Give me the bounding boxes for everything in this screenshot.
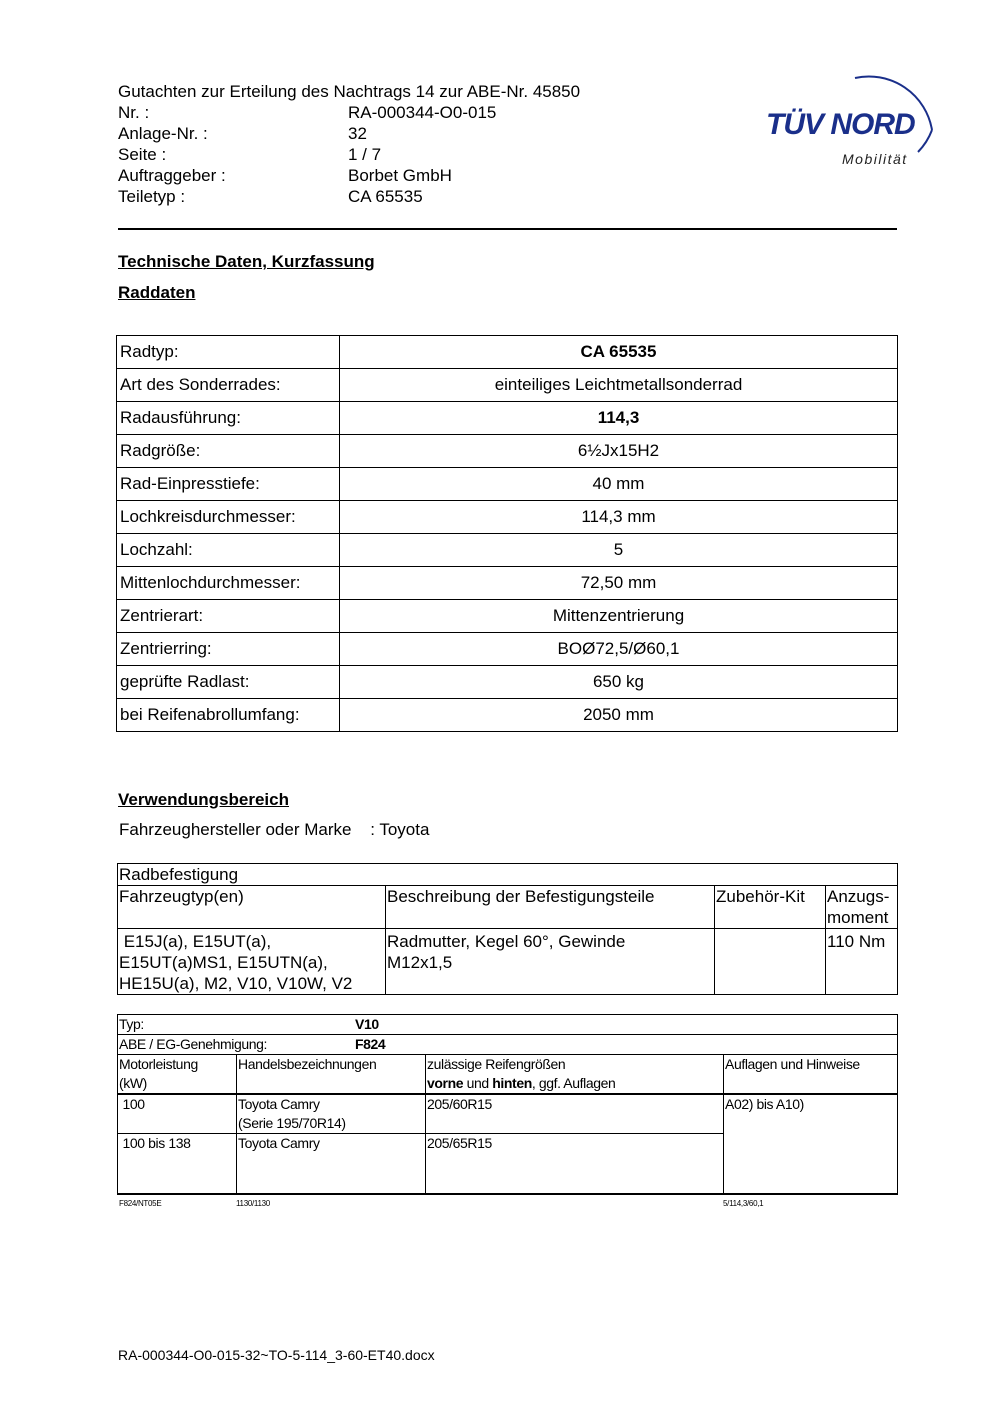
header-trade-names: Handelsbezeichnungen <box>237 1055 426 1095</box>
section-title-technical: Technische Daten, Kurzfassung <box>118 252 375 271</box>
vehicle-type-row: Typ: V10 <box>118 1015 898 1035</box>
header-kit: Zubehör-Kit <box>715 886 826 929</box>
code-left: F824/NT05E <box>119 1199 162 1208</box>
code-mid: 1130/1130 <box>236 1199 270 1208</box>
manufacturer-separator: : <box>370 820 375 839</box>
section-title-verwendung: Verwendungsbereich <box>118 790 289 809</box>
table-row: Radgröße: 6½Jx15H2 <box>117 435 898 468</box>
table-row: Zentrierart: Mittenzentrierung <box>117 600 898 633</box>
document-header <box>118 81 580 207</box>
tuv-nord-logo <box>760 56 940 176</box>
table-row: Radtyp: CA 65535 <box>117 336 898 369</box>
code-right: 5/114,3/60,1 <box>723 1199 764 1208</box>
header-description: Beschreibung der Befestigungsteile <box>386 886 715 929</box>
report-title: Gutachten zur Erteilung des Nachtrags 14 zur ABE-Nr. 45850 <box>118 82 581 101</box>
table-row: Rad-Einpresstiefe: 40 mm <box>117 468 898 501</box>
mounting-title: Radbefestigung <box>118 864 898 886</box>
header-tire-sizes: zulässige Reifengrößen vorne und hinten, ggf. Auflagen <box>426 1055 724 1095</box>
header-torque: Anzugs- moment <box>826 886 898 929</box>
vehicle-tire-cell: 205/60R15 <box>426 1094 724 1134</box>
table-row: Mittenlochdurchmesser: 72,50 mm <box>117 567 898 600</box>
header-power: Motorleistung (kW) <box>118 1055 237 1095</box>
table-row: bei Reifenabrollumfang: 2050 mm <box>117 699 898 732</box>
logo-brand: TÜV NORD <box>766 108 915 141</box>
mounting-kit-cell <box>715 929 826 995</box>
logo-subtitle: Mobilität <box>842 151 908 167</box>
table-row: Radausführung: 114,3 <box>117 402 898 435</box>
mounting-types-cell: E15J(a), E15UT(a), E15UT(a)MS1, E15UTN(a), HE15U(a), M2, V10, V10W, V2 <box>118 929 386 995</box>
header-row-nr: Nr. : RA-000344-O0-015 <box>118 103 497 122</box>
header-row-seite: Seite : 1 / 7 <box>118 145 382 164</box>
header-row-teiletyp: Teiletyp : CA 65535 <box>118 187 423 206</box>
table-row: Art des Sonderrades: einteiliges Leichtmetallsonderrad <box>117 369 898 402</box>
manufacturer-label: Fahrzeughersteller oder Marke <box>119 820 352 839</box>
wheel-data-table <box>116 335 898 732</box>
table-row: Lochzahl: 5 <box>117 534 898 567</box>
vehicle-name-cell: Toyota Camry (Serie 195/70R14) <box>237 1094 426 1134</box>
header-divider <box>118 228 897 230</box>
header-row-auftraggeber: Auftraggeber : Borbet GmbH <box>118 166 452 185</box>
table-row: Lochkreisdurchmesser: 114,3 mm <box>117 501 898 534</box>
section-subtitle-raddaten: Raddaten <box>118 283 196 302</box>
table-row: geprüfte Radlast: 650 kg <box>117 666 898 699</box>
mounting-table <box>117 863 898 995</box>
header-row-anlage: Anlage-Nr. : 32 <box>118 124 367 143</box>
mounting-desc-cell: Radmutter, Kegel 60°, Gewinde M12x1,5 <box>386 929 715 995</box>
mounting-torque-cell: 110 Nm <box>826 929 898 995</box>
header-vehicle-types: Fahrzeugtyp(en) <box>118 886 386 929</box>
vehicle-notes-cell: A02) bis A10) <box>724 1094 898 1194</box>
vehicle-abe-row: ABE / EG-Genehmigung: F824 <box>118 1035 898 1055</box>
footer-filename: RA-000344-O0-015-32~TO-5-114_3-60-ET40.docx <box>118 1347 435 1363</box>
table-row: Zentrierring: BOØ72,5/Ø60,1 <box>117 633 898 666</box>
vehicle-power-cell: 100 <box>118 1094 237 1134</box>
vehicle-tire-cell: 205/65R15 <box>426 1134 724 1194</box>
header-notes: Auflagen und Hinweise <box>724 1055 898 1095</box>
manufacturer-value: Toyota <box>379 820 430 839</box>
vehicle-name-cell: Toyota Camry <box>237 1134 426 1194</box>
vehicle-power-cell: 100 bis 138 <box>118 1134 237 1194</box>
manufacturer-line <box>119 820 429 840</box>
vehicle-table <box>117 1014 898 1195</box>
